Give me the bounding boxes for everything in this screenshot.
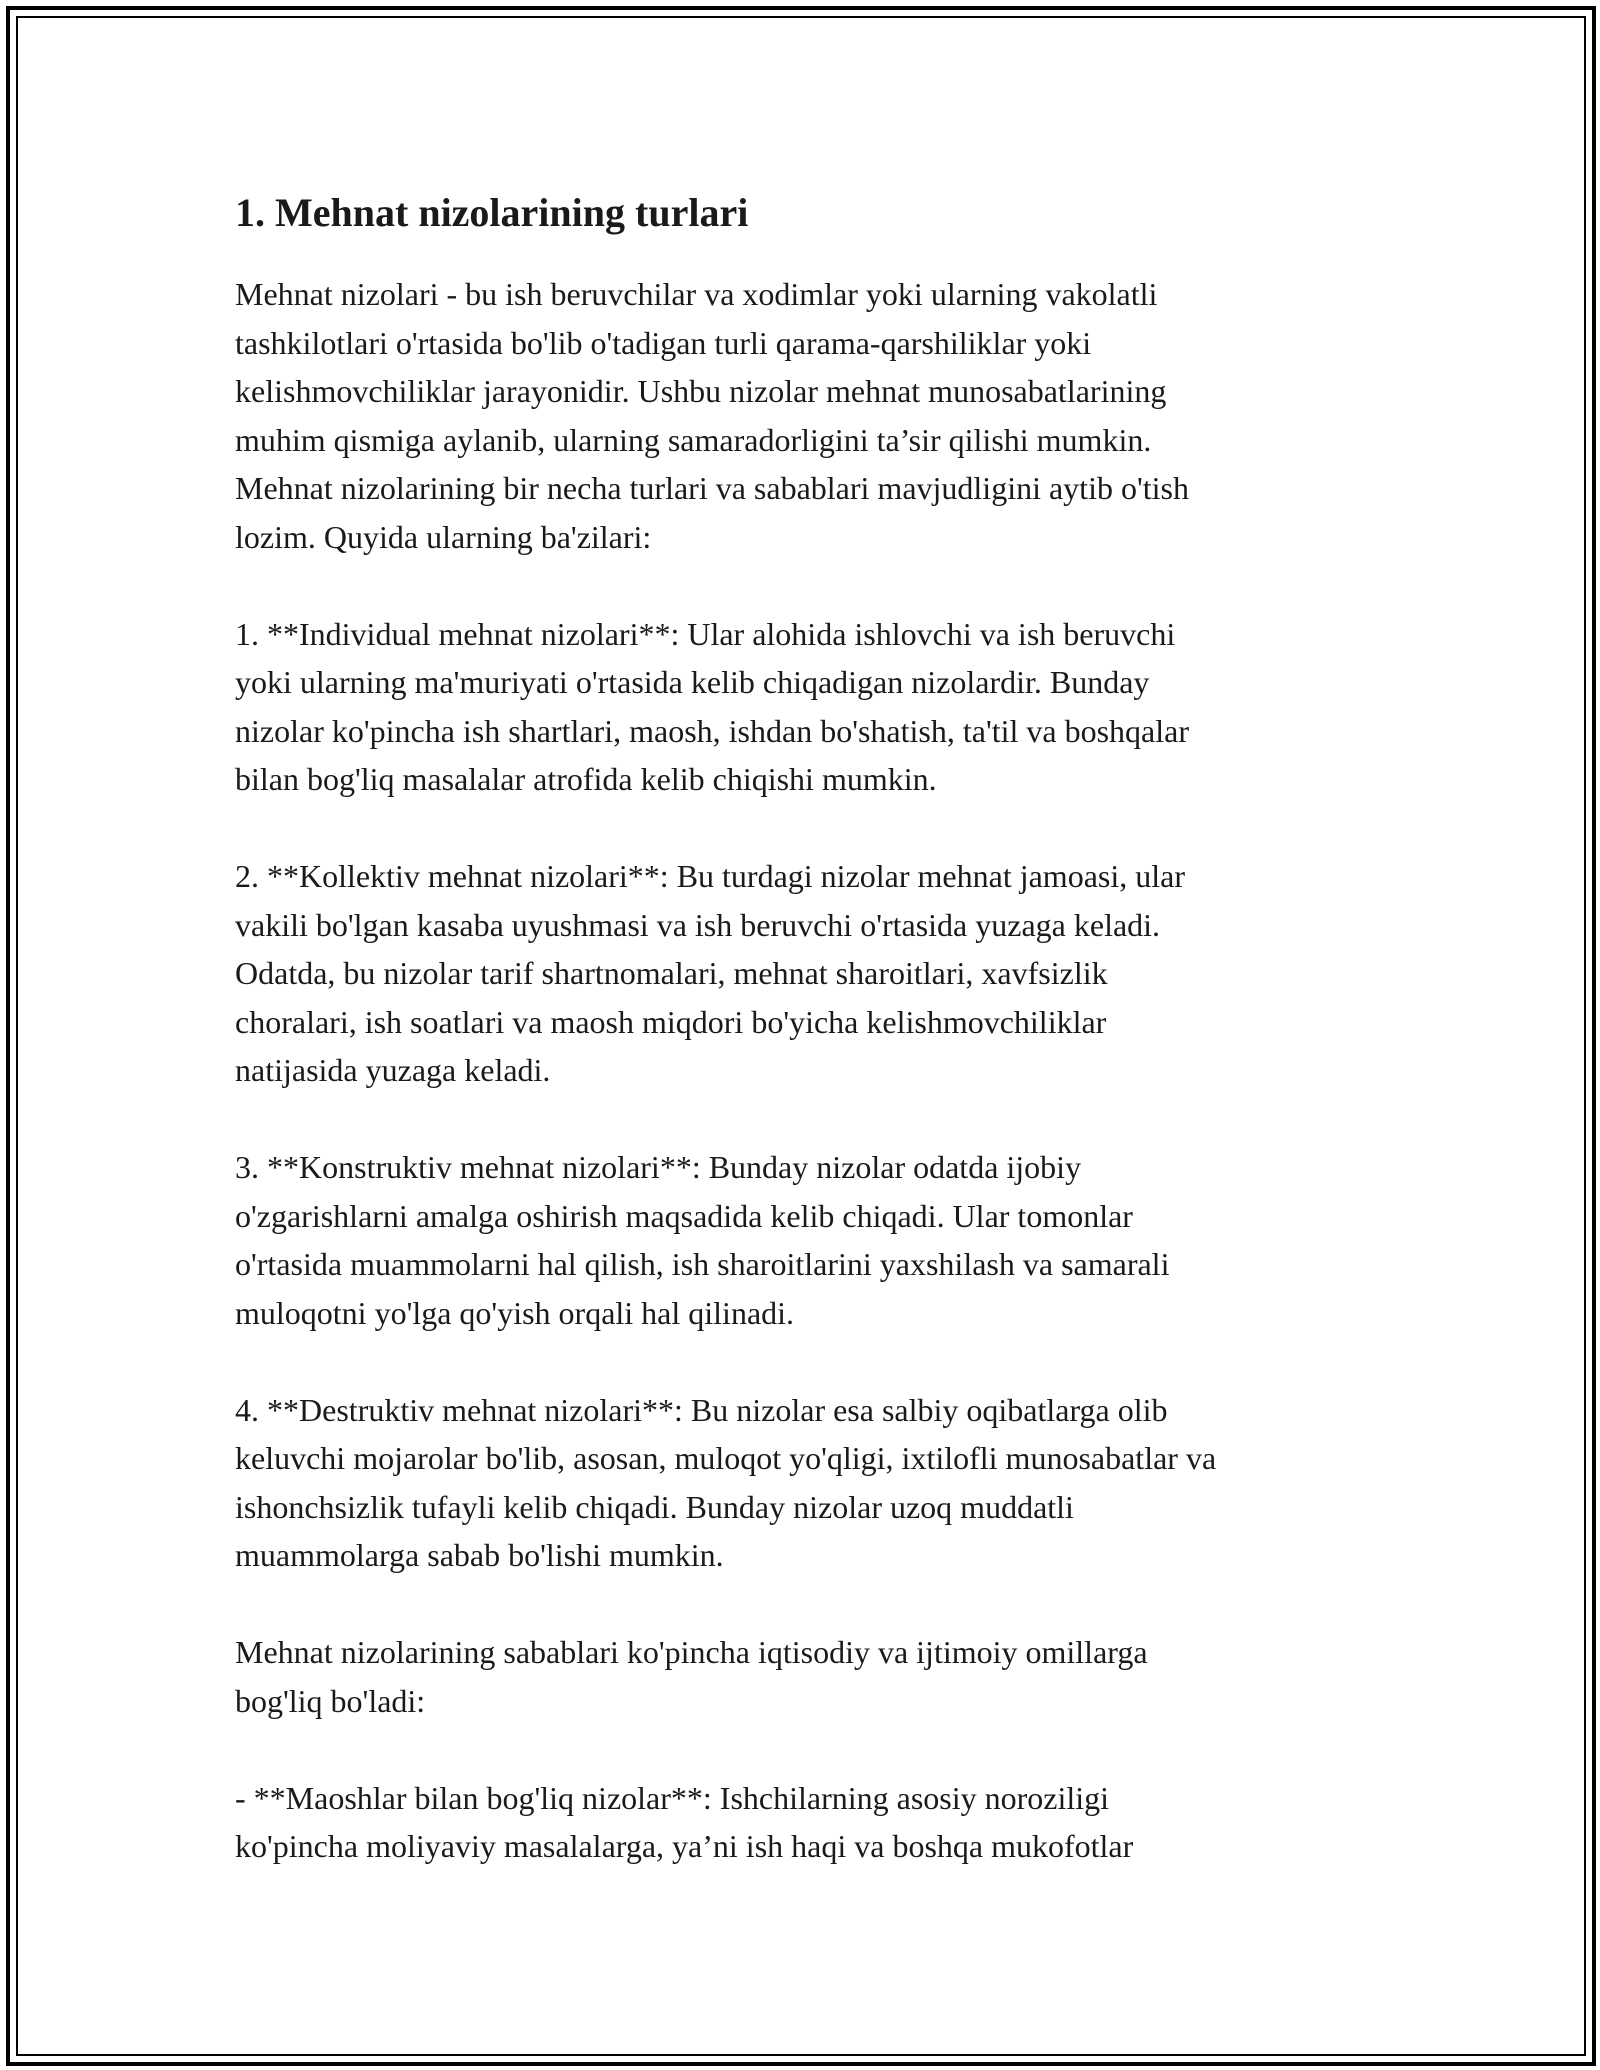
- document-body: [235, 184, 1395, 1871]
- salary-disputes-paragraph: - **Maoshlar bilan bog'liq nizolar**: Ishchilarning asosiy noroziligi ko'pincha moliyaviy masalalarga, ya’ni ish haqi va boshqa mukofotlar: [235, 1779, 1134, 1864]
- constructive-disputes-paragraph: 3. **Konstruktiv mehnat nizolari**: Bunday nizolar odatda ijobiy o'zgarishlarni amalga oshirish maqsadida kelib chiqadi. Ular tomonlar o'rtasida muammolarni hal qilish, ish sharoitlarini yaxshilash va samarali muloqotni yo'lga qo'yish orqali hal qilinadi.: [235, 1149, 1170, 1331]
- collective-disputes-paragraph: 2. **Kollektiv mehnat nizolari**: Bu turdagi nizolar mehnat jamoasi, ular vakili bo'lgan kasaba uyushmasi va ish beruvchi o'rtasida yuzaga keladi. Odatda, bu nizolar tarif shartnomalari, mehnat sharoitlari, xavfsizlik choralari, ish soatlari va maosh miqdori bo'yicha kelishmovchiliklar natijasida yuzaga keladi.: [235, 858, 1185, 1088]
- paragraph-gap: [235, 561, 1395, 610]
- individual-disputes-paragraph: 1. **Individual mehnat nizolari**: Ular alohida ishlovchi va ish beruvchi yoki ularning ma'muriyati o'rtasida kelib chiqadigan nizolardir. Bunday nizolar ko'pincha ish shartlari, maosh, ishdan bo'shatish, ta'til va boshqalar bilan bog'liq masalalar atrofida kelib chiqishi mumkin.: [235, 615, 1189, 797]
- paragraph-gap: [235, 1337, 1395, 1386]
- paragraph-gap: [235, 1095, 1395, 1144]
- paragraph-gap: [235, 1580, 1395, 1629]
- causes-intro-paragraph: Mehnat nizolarining sabablari ko'pincha iqtisodiy va ijtimoiy omillarga bog'liq bo'ladi:: [235, 1634, 1148, 1719]
- intro-paragraph: Mehnat nizolari - bu ish beruvchilar va xodimlar yoki ularning vakolatli tashkilotlari o'rtasida bo'lib o'tadigan turli qarama-qarshiliklar yoki kelishmovchiliklar jarayonidir. Ushbu nizolar mehnat munosabatlarining muhim qismiga aylanib, ularning samaradorligini ta’sir qilishi mumkin. Mehnat nizolarining bir necha turlari va sabablari mavjudligini aytib o'tish lozim. Quyida ularning ba'zilari:: [235, 276, 1189, 555]
- section-heading: 1. Mehnat nizolarining turlari: [235, 190, 749, 235]
- paragraph-gap: [235, 804, 1395, 853]
- destructive-disputes-paragraph: 4. **Destruktiv mehnat nizolari**: Bu nizolar esa salbiy oqibatlarga olib keluvchi mojarolar bo'lib, asosan, muloqot yo'qligi, ixtilofli munosabatlar va ishonchsizlik tufayli kelib chiqadi. Bunday nizolar uzoq muddatli muammolarga sabab bo'lishi mumkin.: [235, 1391, 1217, 1573]
- paragraph-gap: [235, 1725, 1395, 1774]
